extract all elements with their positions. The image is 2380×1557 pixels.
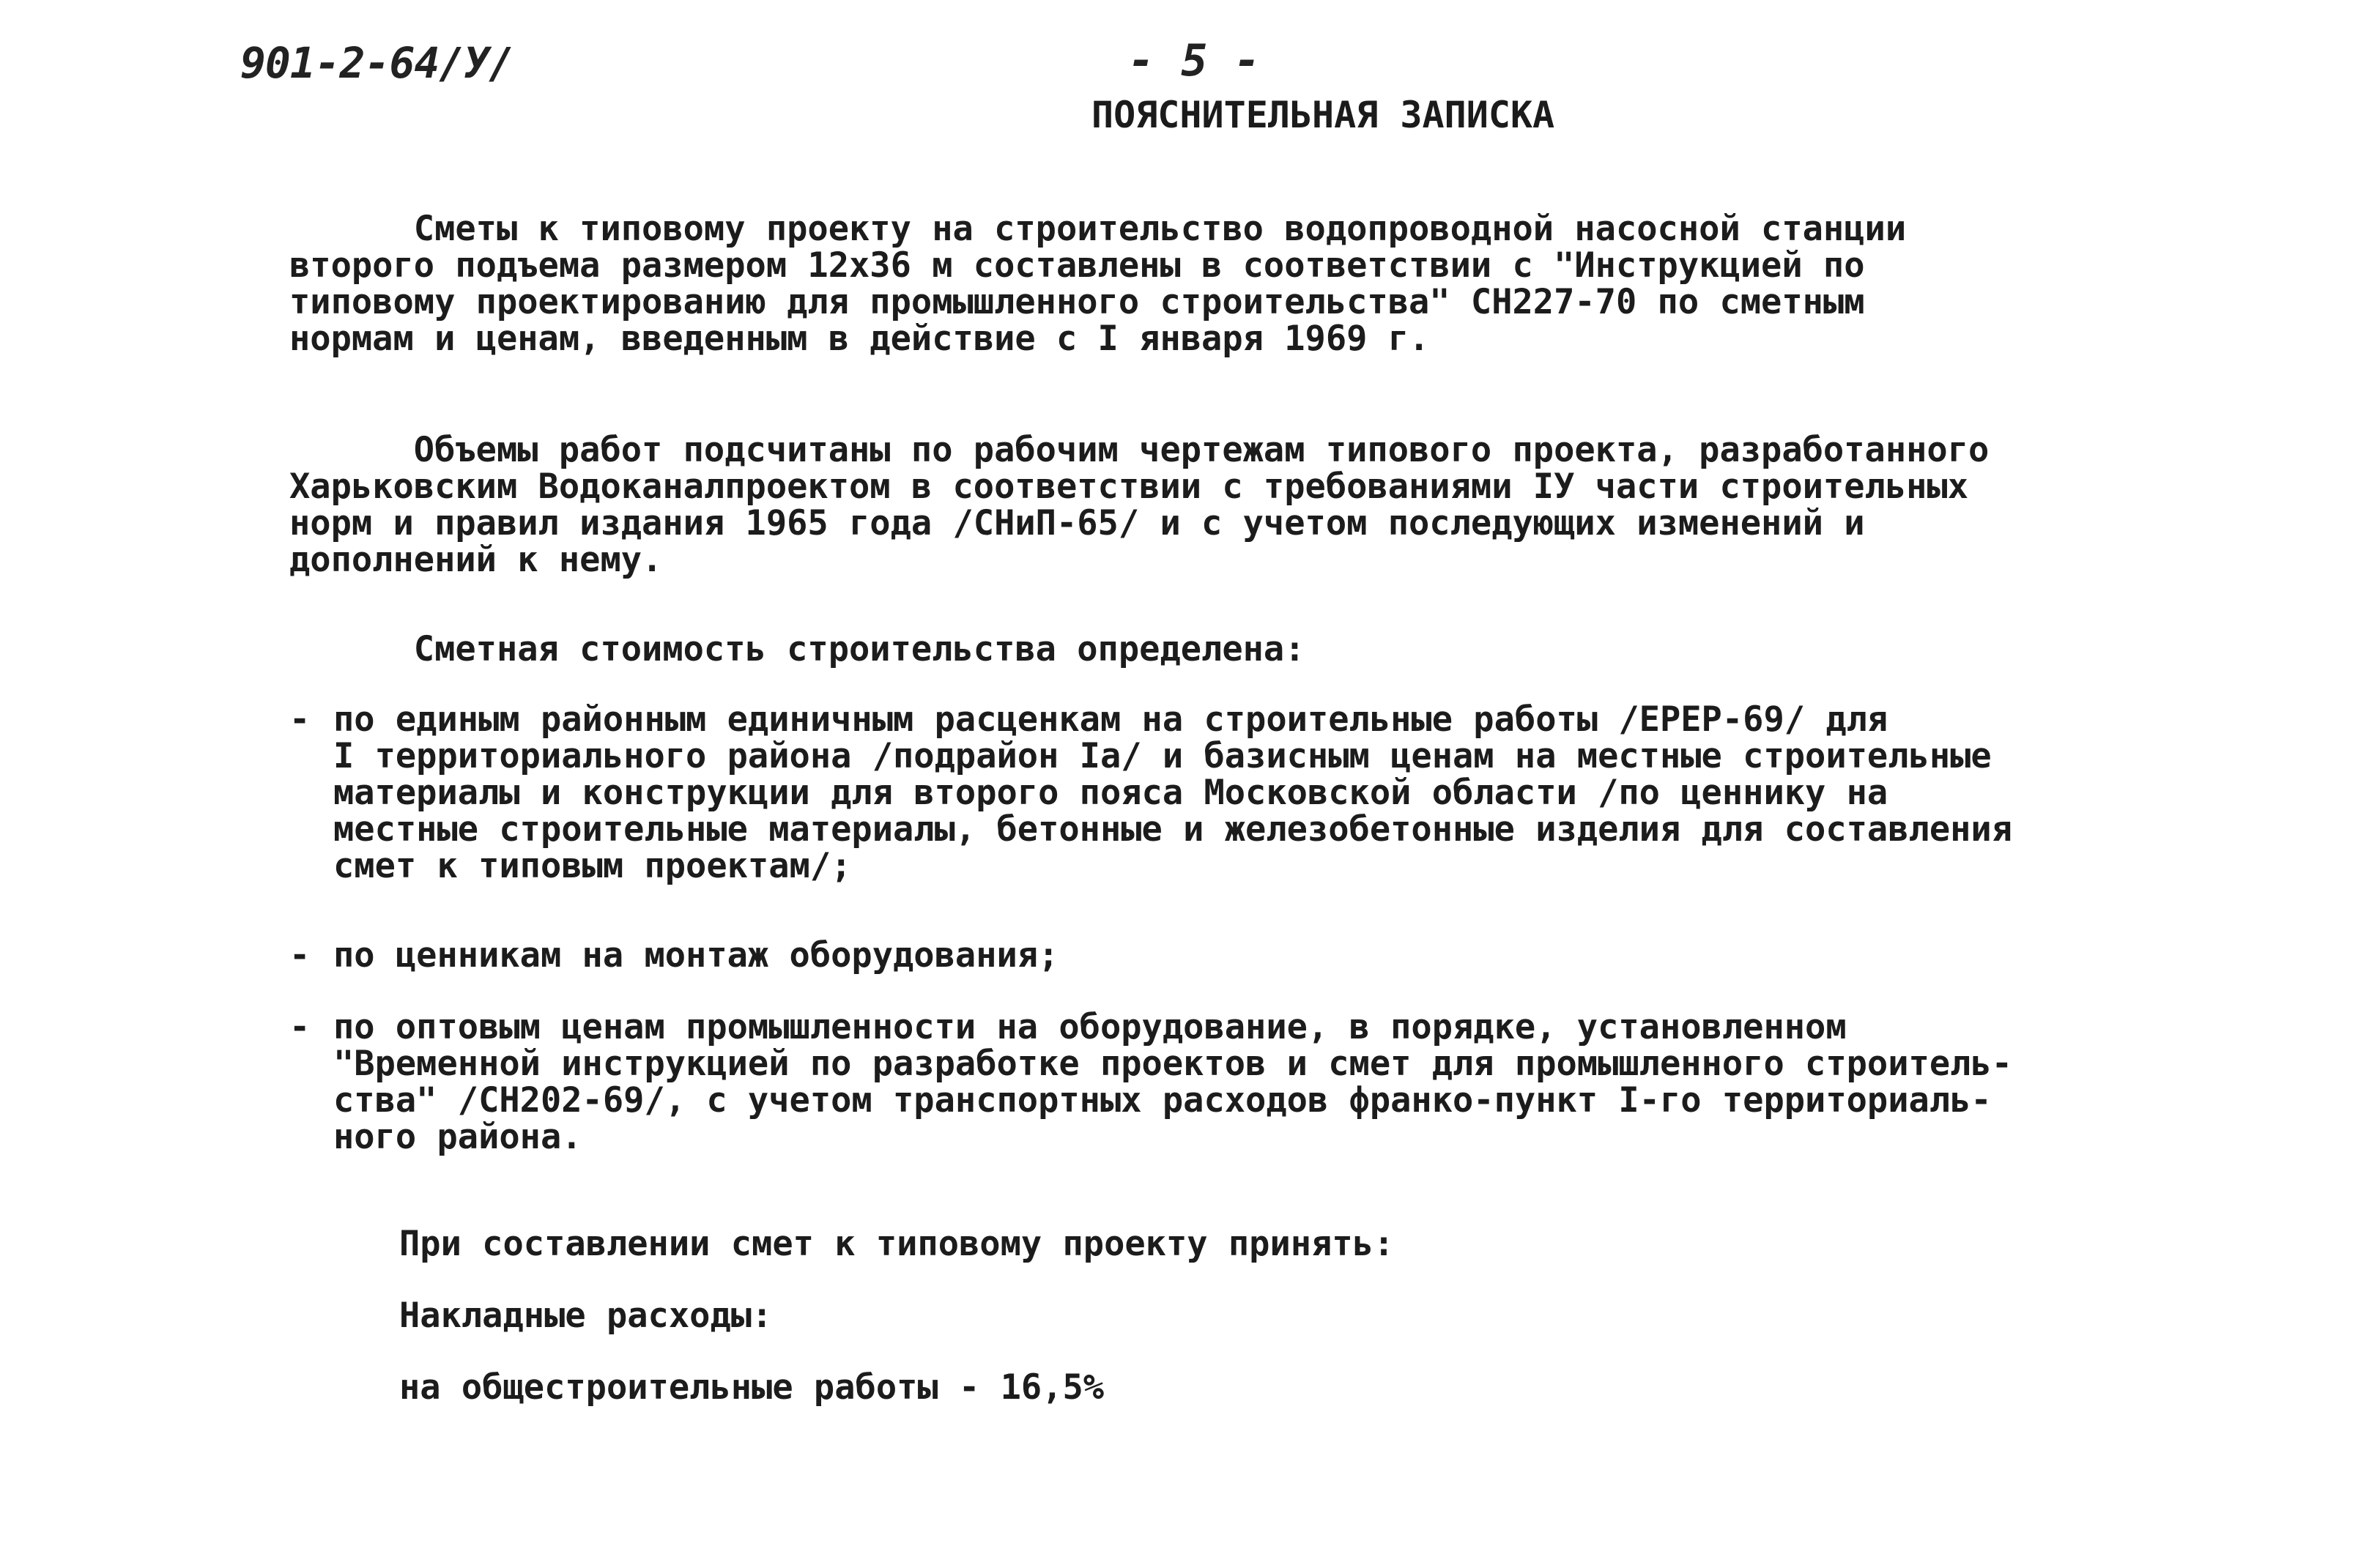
list-item: [289, 1009, 2194, 1163]
overheads-label: Накладные расходы:: [399, 1296, 773, 1336]
paragraph-work-volumes: Объемы работ подсчитаны по рабочим чертежам типового проекта, разработанного Харьковским Водоканалпроектом в соответствии с требованиями IУ части строительных норм и правил издания 1965 года /СНиП-65/ и с учетом последующих изменений и дополнений к нему.: [289, 430, 1990, 580]
paragraph-cost-determined: Сметная стоимость строительства определена:: [289, 629, 1305, 669]
page-number: - 5 -: [1128, 35, 1261, 86]
document-code: 901-2-64/У/: [240, 38, 514, 88]
bullet-dash: -: [289, 699, 311, 740]
page-title: ПОЯСНИТЕЛЬНАЯ ЗАПИСКА: [1091, 94, 1555, 136]
list-item: [289, 937, 2194, 981]
accept-line: При составлении смет к типовому проекту принять:: [399, 1224, 1395, 1264]
overheads-line: на общестроительные работы - 16,5%: [399, 1367, 1105, 1408]
list-item: [289, 699, 2194, 892]
bullet-dash: -: [289, 1007, 311, 1047]
bullet-dash: -: [289, 935, 311, 976]
bullet-text: по оптовым ценам промышленности на оборудование, в порядке, установленном "Временной инструкцией по разработке проектов и смет для промышленного строитель- ства" /СН202-69/, с учетом транспортных расходов франко-пункт I-го территориаль- ного района.: [333, 1007, 2013, 1157]
bullet-text: по единым районным единичным расценкам на строительные работы /ЕРЕР-69/ для I территориального района /подрайон Iа/ и базисным ценам на местные строительные материалы и конструкции для второго пояса Московской области /по ценнику на местные строительные материалы, бетонные и железобетонные изделия для составления смет к типовым проектам/;: [333, 699, 2013, 886]
bullet-text: по ценникам на монтаж оборудования;: [333, 935, 1059, 976]
paragraph-estimates-basis: Сметы к типовому проекту на строительство водопроводной насосной станции второго подъема размером 12х36 м составлены в соответствии с "Инструкцией по типовому проектированию для промышленного строительства" СН227-70 по сметным нормам и ценам, введенным в действие с I января 1969 г.: [289, 209, 1907, 359]
